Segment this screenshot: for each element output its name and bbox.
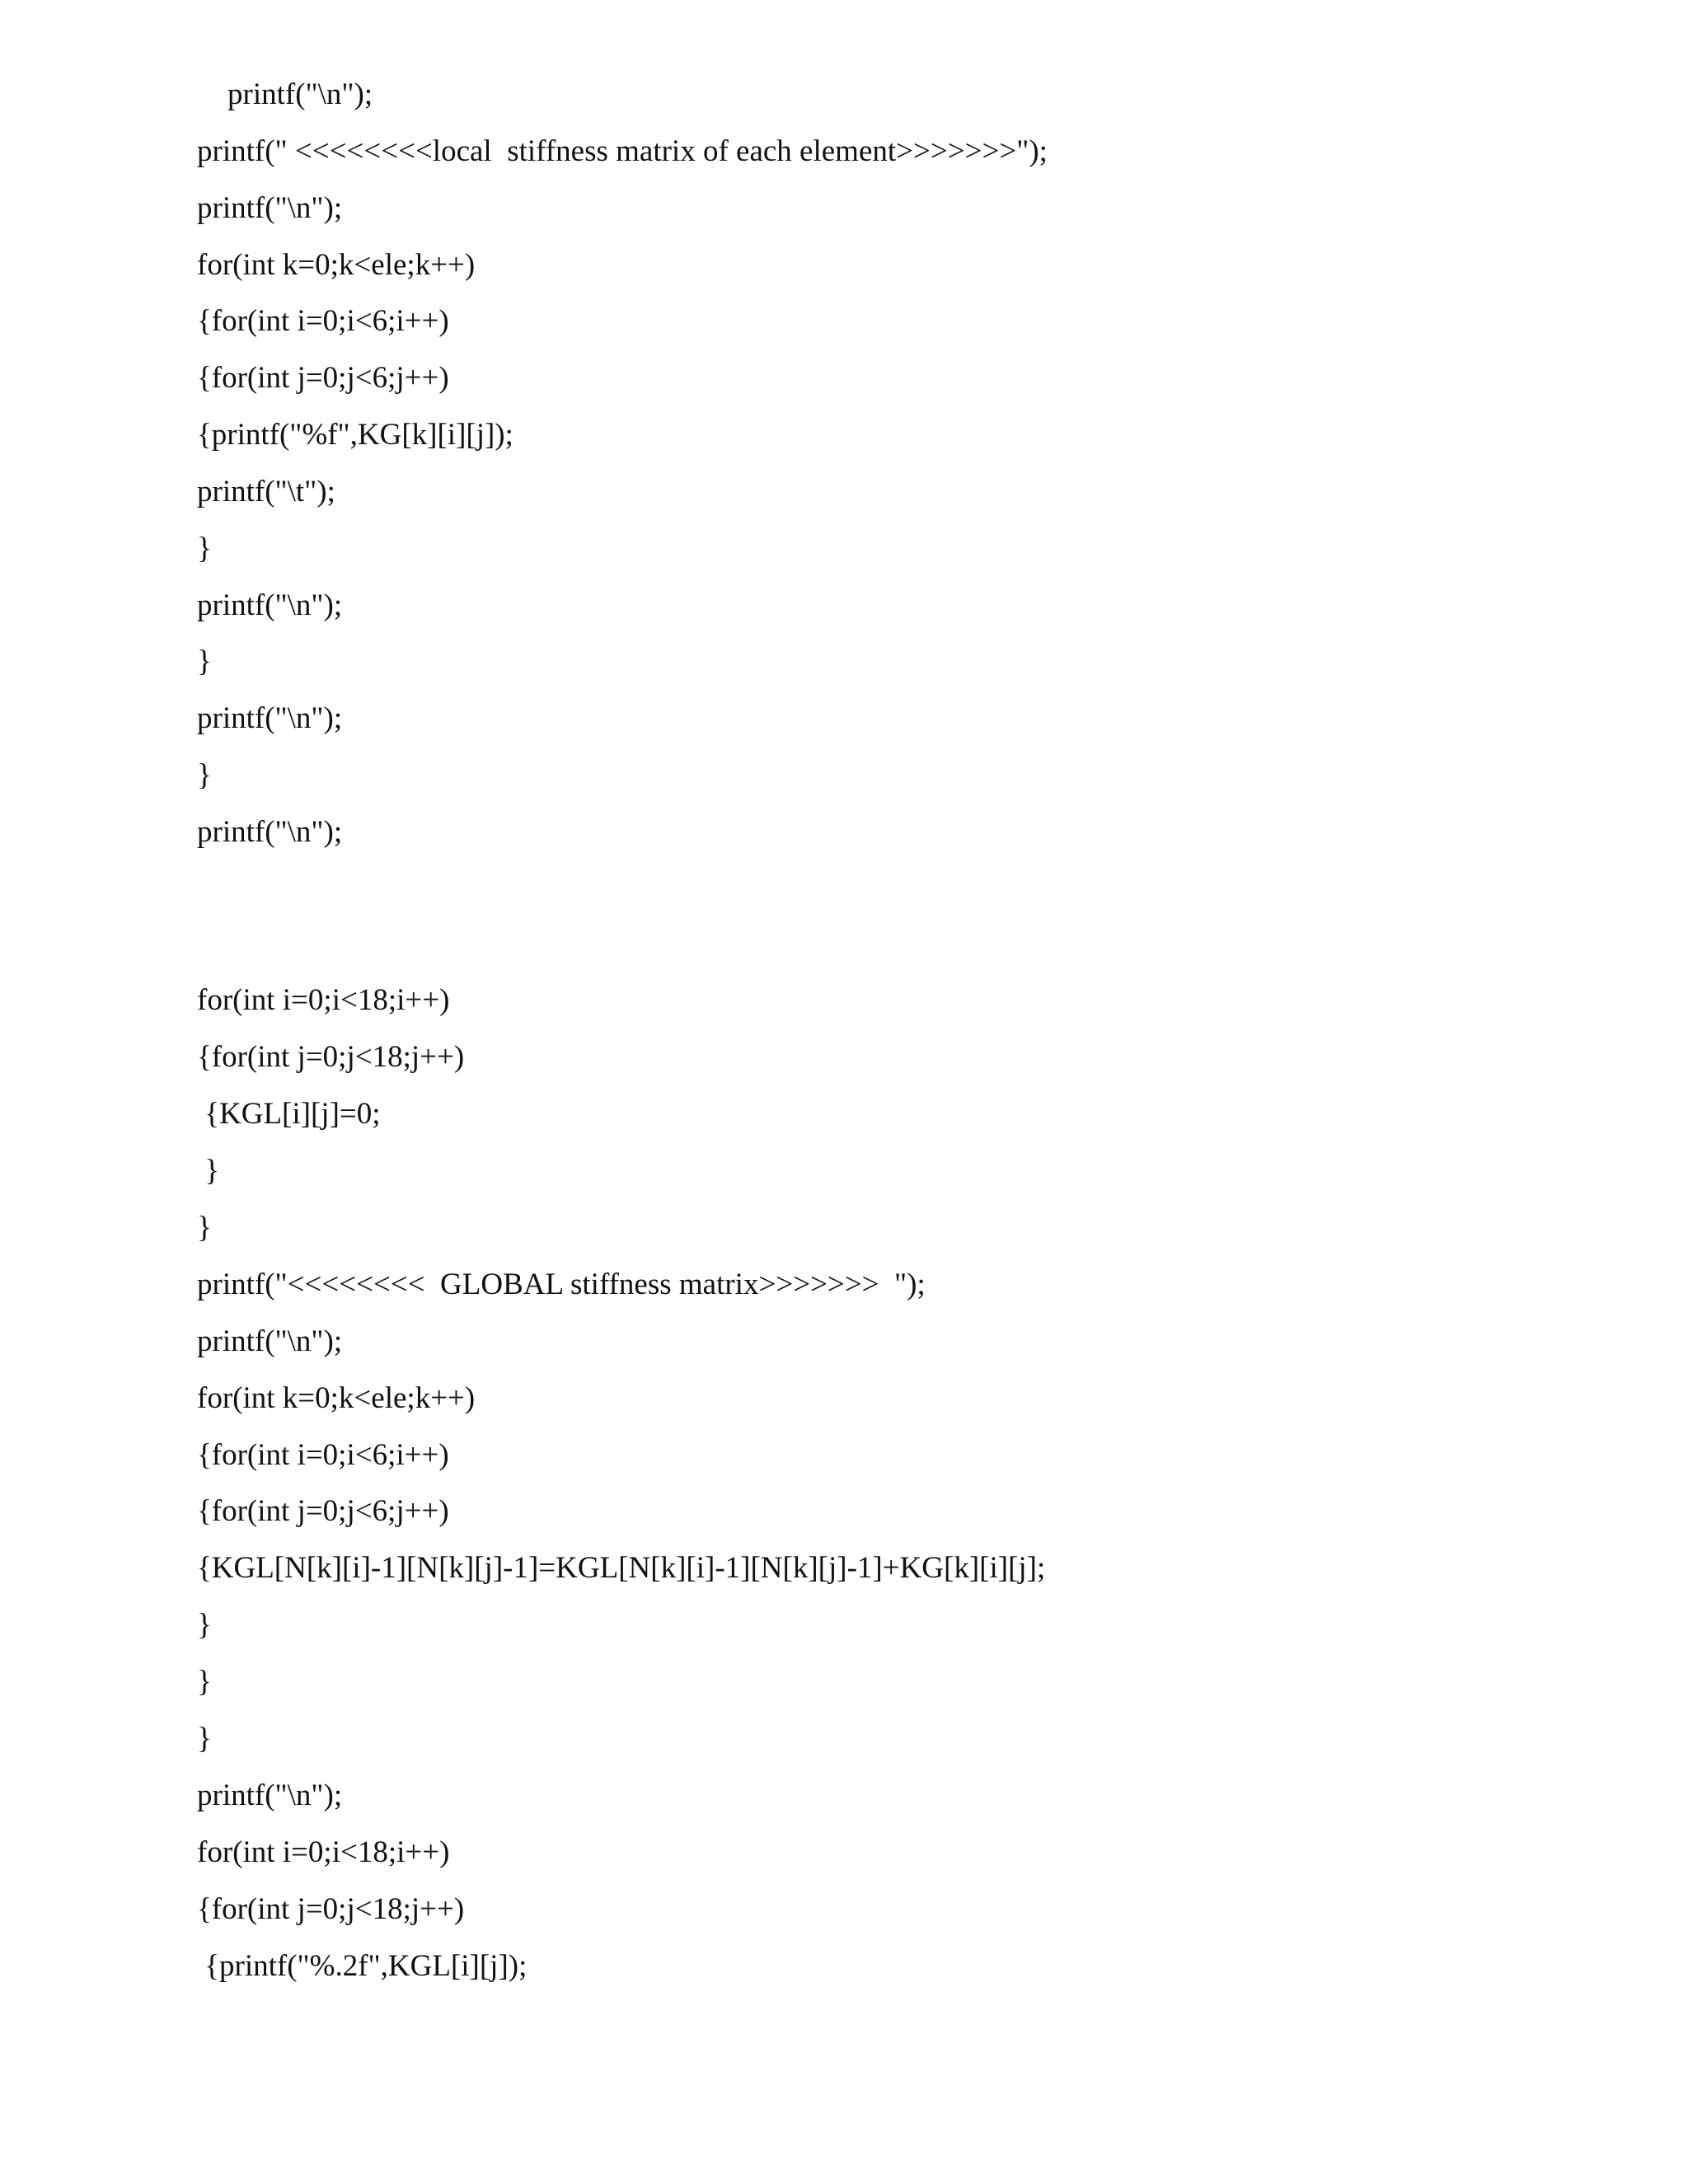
code-line-12: printf("\n"); — [197, 701, 343, 735]
code-line-3: printf("\n"); — [197, 191, 343, 225]
code-line-15: for(int i=0;i<18;i++) — [197, 983, 450, 1017]
code-line-22: for(int k=0;k<ele;k++) — [197, 1381, 476, 1415]
code-line-6: {for(int j=0;j<6;j++) — [197, 361, 449, 395]
code-line-19: } — [197, 1211, 212, 1244]
code-line-14: printf("\n"); — [197, 815, 343, 849]
code-line-25: {KGL[N[k][i]-1][N[k][j]-1]=KGL[N[k][i]-1][N[k][j]-1]+KG[k][i][j]; — [197, 1551, 1046, 1585]
code-line-4: for(int k=0;k<ele;k++) — [197, 248, 476, 282]
code-line-29: printf("\n"); — [197, 1779, 343, 1812]
code-line-2: printf(" <<<<<<<<local stiffness matrix of each element>>>>>>>"); — [197, 134, 1048, 168]
code-line-21: printf("\n"); — [197, 1324, 343, 1358]
code-line-18: } — [197, 1154, 220, 1188]
code-line-23: {for(int i=0;i<6;i++) — [197, 1438, 449, 1472]
code-line-17: {KGL[i][j]=0; — [197, 1097, 381, 1131]
code-line-27: } — [197, 1665, 212, 1699]
code-line-10: printf("\n"); — [197, 588, 343, 622]
code-line-30: for(int i=0;i<18;i++) — [197, 1835, 450, 1869]
code-line-26: } — [197, 1608, 212, 1642]
code-line-5: {for(int i=0;i<6;i++) — [197, 304, 449, 338]
code-line-9: } — [197, 532, 212, 565]
code-line-16: {for(int j=0;j<18;j++) — [197, 1040, 465, 1074]
code-line-1: printf("\n"); — [227, 77, 373, 111]
code-line-28: } — [197, 1722, 212, 1755]
code-line-31: {for(int j=0;j<18;j++) — [197, 1892, 465, 1926]
code-line-11: } — [197, 644, 212, 678]
code-line-13: } — [197, 758, 212, 792]
code-line-7: {printf("%f",KG[k][i][j]); — [197, 418, 513, 452]
code-line-32: {printf("%.2f",KGL[i][j]); — [197, 1949, 528, 1983]
code-line-24: {for(int j=0;j<6;j++) — [197, 1494, 449, 1528]
code-line-8: printf("\t"); — [197, 475, 335, 509]
code-line-20: printf("<<<<<<<< GLOBAL stiffness matrix>>>>>>> "); — [197, 1268, 926, 1301]
